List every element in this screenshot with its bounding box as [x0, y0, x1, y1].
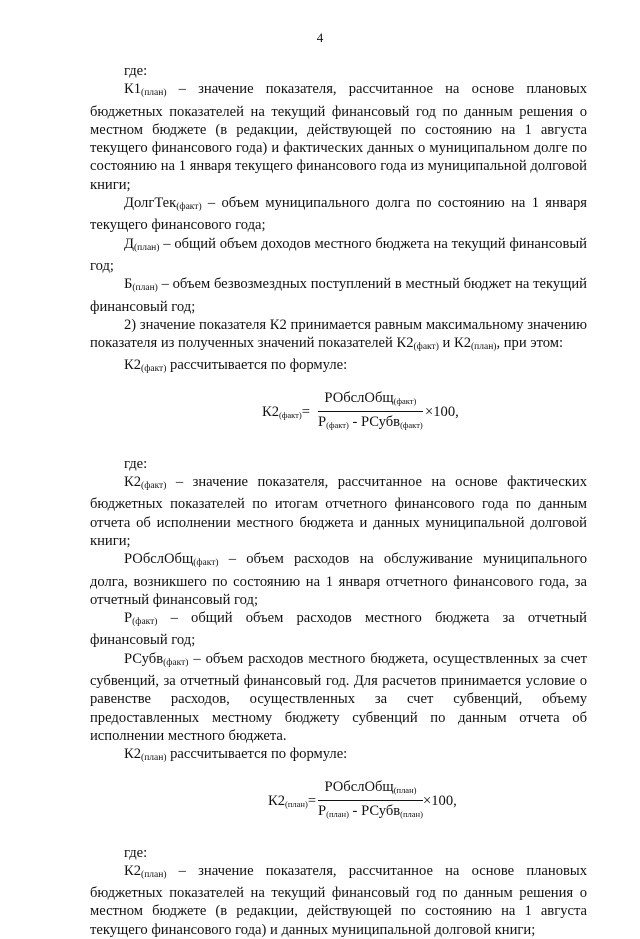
symbol: Б [124, 276, 133, 293]
formula-multiplier: ×100, [423, 792, 457, 809]
formula-numerator: РОбслОбщ(план) [324, 778, 417, 795]
subscript: (факт) [141, 481, 167, 492]
subscript: (факт) [176, 202, 202, 213]
definition-d-plan [90, 235, 587, 276]
page-number: 4 [316, 30, 324, 45]
definition-dolgtek-fact [90, 194, 587, 235]
where-label: где: [124, 455, 148, 472]
formula-k2-plan [90, 774, 587, 836]
definition-text: – объем безвозмездных поступлений в местный бюджет на текущий финансовый год; [90, 276, 587, 315]
formula-fraction [318, 389, 423, 435]
item-2-text-mid: и К2 [438, 335, 471, 352]
formula-denominator: Р(факт) - РСубв(факт) [318, 414, 423, 431]
subscript: (план) [141, 869, 167, 880]
formula-lhs: К2(факт)= [262, 403, 310, 420]
item-2-text-end: , при этом: [496, 335, 564, 352]
symbol: Д [124, 235, 134, 252]
item-2-text: 2) значение показателя К2 принимается равным максимальному значению показателя из полученных значений показателей К2 [90, 316, 587, 352]
symbol: РОбслОбщ [124, 551, 194, 568]
formula-k2-fact [90, 385, 587, 447]
subscript: (факт) [132, 617, 158, 628]
k2-fact-intro [90, 356, 587, 378]
symbol: Р [124, 610, 133, 627]
formula-numerator: РОбслОбщ(факт) [324, 389, 417, 406]
where-label: где: [124, 63, 148, 79]
formula-denominator: Р(план) - РСубв(план) [318, 802, 423, 819]
definition-k2-plan [90, 862, 587, 939]
subscript: (план) [132, 283, 158, 294]
subscript: (факт) [141, 364, 167, 375]
definition-text: – значение показателя, рассчитанное на основе плановых бюджетных показателей на текущий финансовый год по данным решения о местном бюджете (в редакции, действующей по состоянию на 1 августа текущего финансового года) и фактических данных о муниципальном долге по состоянию на 1 января текущего финансового года из муниципальной долговой книги; [90, 81, 587, 193]
subscript: (факт) [163, 657, 189, 668]
formula-fraction [318, 778, 423, 824]
definition-k1-plan [90, 80, 587, 194]
subscript: (факт) [413, 342, 439, 353]
formula-multiplier: ×100, [425, 403, 459, 420]
subscript: (план) [141, 753, 167, 764]
intro-text: рассчитывается по формуле: [166, 357, 348, 374]
definition-text: – значение показателя, рассчитанное на основе плановых бюджетных показателей на текущий финансовый год по данным решения о местном бюджете (в редакции, действующей по состоянию на 1 августа текущего финансового года) и данных муниципальной долговой книги; [90, 862, 587, 938]
document-body [90, 62, 587, 939]
where-label: где: [124, 844, 148, 861]
definition-r-fact [90, 609, 587, 650]
formula-lhs: К2(план)= [268, 792, 317, 809]
symbol: К2 [124, 357, 142, 374]
definition-text: – значение показателя, рассчитанное на основе фактических бюджетных показателей по итогам отчетного финансового года по данным отчета об исполнении местного бюджета и данных муниципальной долговой книги; [90, 474, 587, 549]
symbol: РСубв [124, 650, 164, 667]
definition-text: – объем муниципального долга по состоянию на 1 января текущего финансового года; [90, 195, 587, 234]
intro-text: рассчитывается по формуле: [166, 746, 348, 763]
k2-plan-intro [90, 745, 587, 767]
definition-b-plan [90, 275, 587, 316]
subscript: (план) [141, 88, 167, 99]
definition-k2-fact [90, 473, 587, 550]
definition-text: – общий объем расходов местного бюджета за отчетный финансовый год; [90, 610, 587, 649]
definition-rsubv-fact [90, 650, 587, 745]
subscript: (план) [133, 242, 160, 253]
symbol: ДолгТек [124, 195, 177, 212]
definition-text: – объем расходов местного бюджета, осуществленных за счет субвенций, за отчетный финансовый год. Для расчетов принимается условие о равенстве расходов, осуществленных за счет субвенций, объему предоставленных местному бюджету субвенций по данным отчета об исполнении местного бюджета. [90, 650, 587, 744]
symbol: К2 [124, 862, 142, 879]
item-2 [90, 316, 587, 357]
definition-robslobshch-fact [90, 550, 587, 609]
symbol: К1 [124, 81, 142, 98]
symbol: К2 [124, 746, 142, 763]
symbol: К2 [124, 474, 142, 491]
subscript: (факт) [193, 558, 219, 569]
subscript: (план) [471, 342, 497, 353]
definition-text: – общий объем доходов местного бюджета на текущий финансовый год; [90, 235, 587, 274]
definition-text: – объем расходов на обслуживание муниципального долга, возникшего по состоянию на 1 января отчетного финансового года, за отчетный финансовый год; [90, 551, 587, 608]
